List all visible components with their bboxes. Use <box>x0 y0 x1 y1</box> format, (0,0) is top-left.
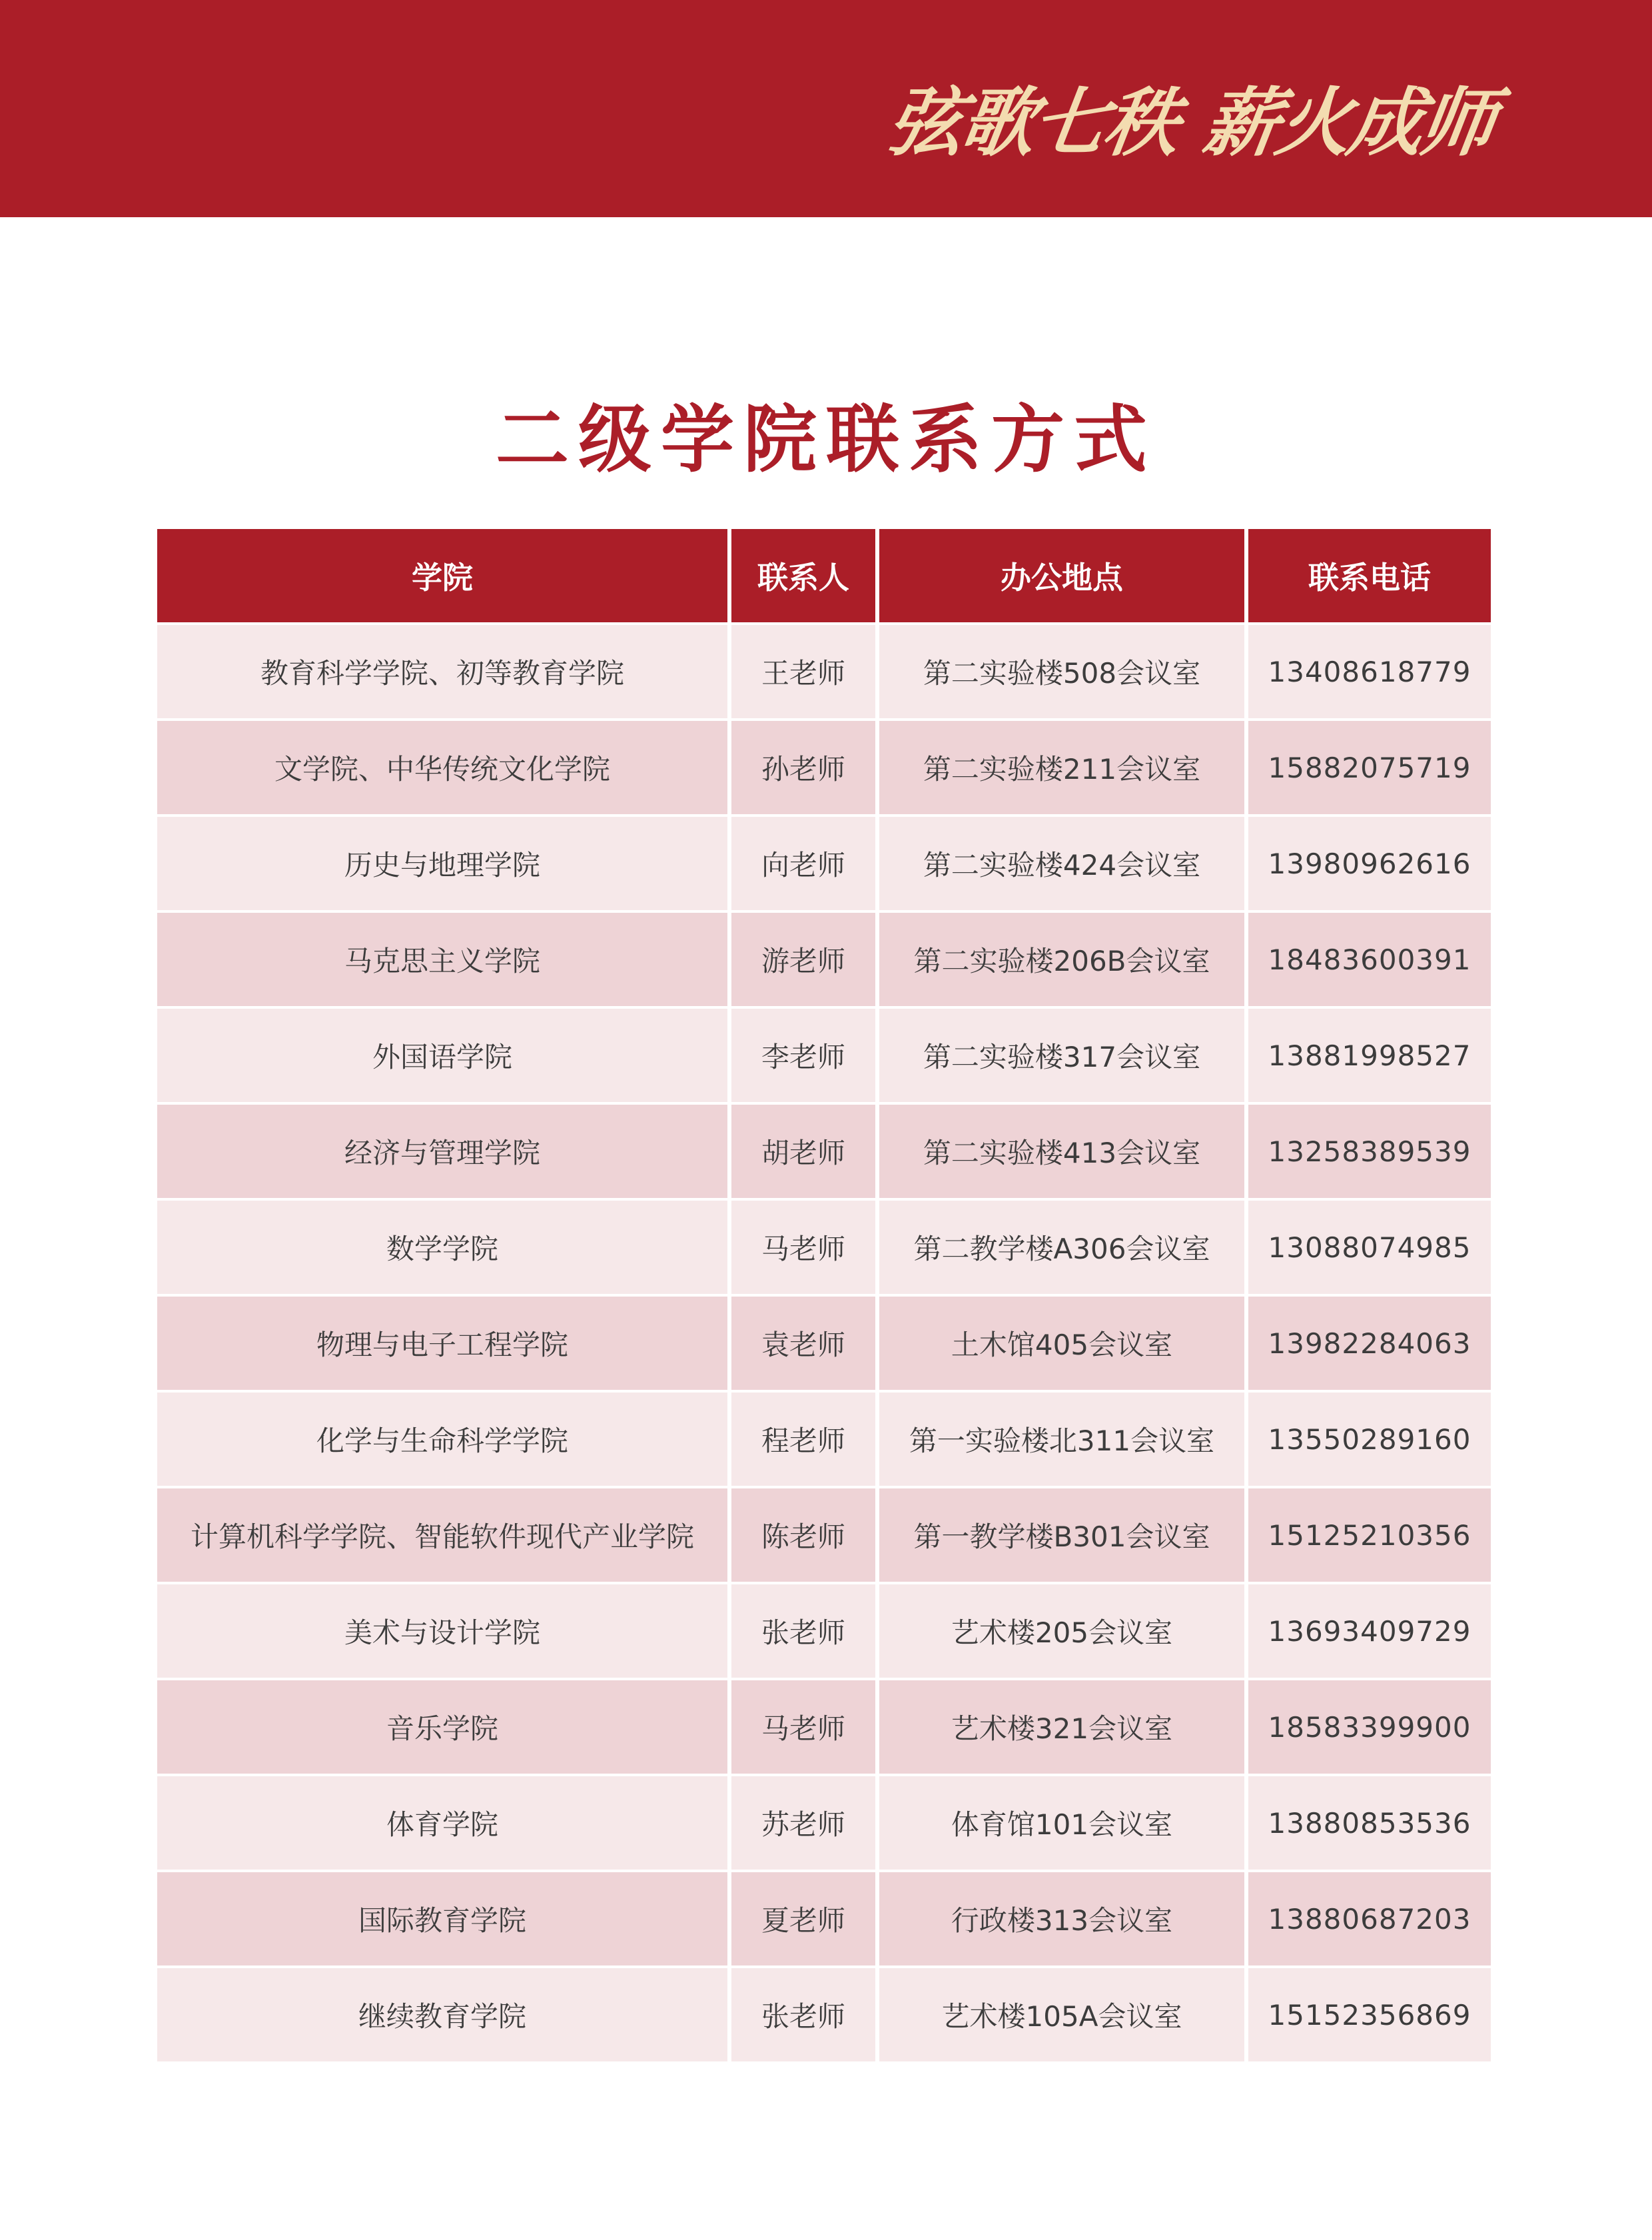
office-cell: 第二教学楼A306会议室 <box>879 1201 1244 1294</box>
table-row <box>157 1105 1491 1198</box>
table-row <box>157 1393 1491 1486</box>
slogan <box>883 70 1500 167</box>
phone-cell: 15152356869 <box>1248 1968 1491 2061</box>
contact-cell: 向老师 <box>731 817 875 910</box>
contact-cell: 夏老师 <box>731 1872 875 1965</box>
column-header-college: 学院 <box>157 529 727 622</box>
phone-cell: 13880853536 <box>1248 1776 1491 1870</box>
table-row <box>157 1201 1491 1294</box>
table-row <box>157 1009 1491 1102</box>
contact-cell: 张老师 <box>731 1968 875 2061</box>
table-row <box>157 721 1491 814</box>
office-cell: 行政楼313会议室 <box>879 1872 1244 1965</box>
contact-cell: 马老师 <box>731 1201 875 1294</box>
contact-cell: 胡老师 <box>731 1105 875 1198</box>
phone-cell: 13693409729 <box>1248 1584 1491 1678</box>
page-title: 二级学院联系方式 <box>496 396 1156 482</box>
college-cell: 化学与生命科学学院 <box>157 1393 727 1486</box>
contact-cell: 程老师 <box>731 1393 875 1486</box>
column-header-office: 办公地点 <box>879 529 1244 622</box>
phone-cell: 15882075719 <box>1248 721 1491 814</box>
contact-cell: 陈老师 <box>731 1488 875 1582</box>
contacts-table <box>153 526 1495 2064</box>
phone-cell: 13550289160 <box>1248 1393 1491 1486</box>
college-cell: 历史与地理学院 <box>157 817 727 910</box>
contact-cell: 孙老师 <box>731 721 875 814</box>
college-cell: 国际教育学院 <box>157 1872 727 1965</box>
contact-cell: 苏老师 <box>731 1776 875 1870</box>
contact-cell: 游老师 <box>731 913 875 1006</box>
header-banner <box>0 0 1652 217</box>
contact-cell: 李老师 <box>731 1009 875 1102</box>
slogan-part-1: 弦歌七秩 <box>883 79 1183 167</box>
college-cell: 音乐学院 <box>157 1680 727 1774</box>
college-cell: 教育科学学院、初等教育学院 <box>157 625 727 718</box>
table-row <box>157 1584 1491 1678</box>
office-cell: 第二实验楼206B会议室 <box>879 913 1244 1006</box>
phone-cell: 13258389539 <box>1248 1105 1491 1198</box>
phone-cell: 13980962616 <box>1248 817 1491 910</box>
office-cell: 第二实验楼211会议室 <box>879 721 1244 814</box>
college-cell: 数学学院 <box>157 1201 727 1294</box>
office-cell: 艺术楼105A会议室 <box>879 1968 1244 2061</box>
office-cell: 体育馆101会议室 <box>879 1776 1244 1870</box>
college-cell: 外国语学院 <box>157 1009 727 1102</box>
contact-cell: 王老师 <box>731 625 875 718</box>
office-cell: 艺术楼205会议室 <box>879 1584 1244 1678</box>
table-row <box>157 1968 1491 2061</box>
phone-cell: 13088074985 <box>1248 1201 1491 1294</box>
college-cell: 马克思主义学院 <box>157 913 727 1006</box>
college-cell: 继续教育学院 <box>157 1968 727 2061</box>
table-row <box>157 817 1491 910</box>
phone-cell: 13408618779 <box>1248 625 1491 718</box>
table-row <box>157 913 1491 1006</box>
college-cell: 计算机科学学院、智能软件现代产业学院 <box>157 1488 727 1582</box>
college-cell: 美术与设计学院 <box>157 1584 727 1678</box>
table-row <box>157 625 1491 718</box>
office-cell: 艺术楼321会议室 <box>879 1680 1244 1774</box>
office-cell: 第二实验楼317会议室 <box>879 1009 1244 1102</box>
phone-cell: 18483600391 <box>1248 913 1491 1006</box>
college-cell: 文学院、中华传统文化学院 <box>157 721 727 814</box>
column-header-phone: 联系电话 <box>1248 529 1491 622</box>
phone-cell: 13880687203 <box>1248 1872 1491 1965</box>
phone-cell: 15125210356 <box>1248 1488 1491 1582</box>
office-cell: 第二实验楼424会议室 <box>879 817 1244 910</box>
college-cell: 物理与电子工程学院 <box>157 1297 727 1390</box>
contact-cell: 张老师 <box>731 1584 875 1678</box>
table-row <box>157 1488 1491 1582</box>
phone-cell: 13881998527 <box>1248 1009 1491 1102</box>
office-cell: 第二实验楼413会议室 <box>879 1105 1244 1198</box>
college-cell: 经济与管理学院 <box>157 1105 727 1198</box>
office-cell: 土木馆405会议室 <box>879 1297 1244 1390</box>
table-row <box>157 1872 1491 1965</box>
phone-cell: 13982284063 <box>1248 1297 1491 1390</box>
contact-cell: 马老师 <box>731 1680 875 1774</box>
table-row <box>157 1776 1491 1870</box>
table-row <box>157 1680 1491 1774</box>
contact-cell: 袁老师 <box>731 1297 875 1390</box>
college-cell: 体育学院 <box>157 1776 727 1870</box>
office-cell: 第二实验楼508会议室 <box>879 625 1244 718</box>
phone-cell: 18583399900 <box>1248 1680 1491 1774</box>
column-header-contact: 联系人 <box>731 529 875 622</box>
office-cell: 第一教学楼B301会议室 <box>879 1488 1244 1582</box>
office-cell: 第一实验楼北311会议室 <box>879 1393 1244 1486</box>
slogan-part-2: 薪火成师 <box>1198 79 1499 167</box>
table-header-row <box>157 529 1491 622</box>
table-row <box>157 1297 1491 1390</box>
